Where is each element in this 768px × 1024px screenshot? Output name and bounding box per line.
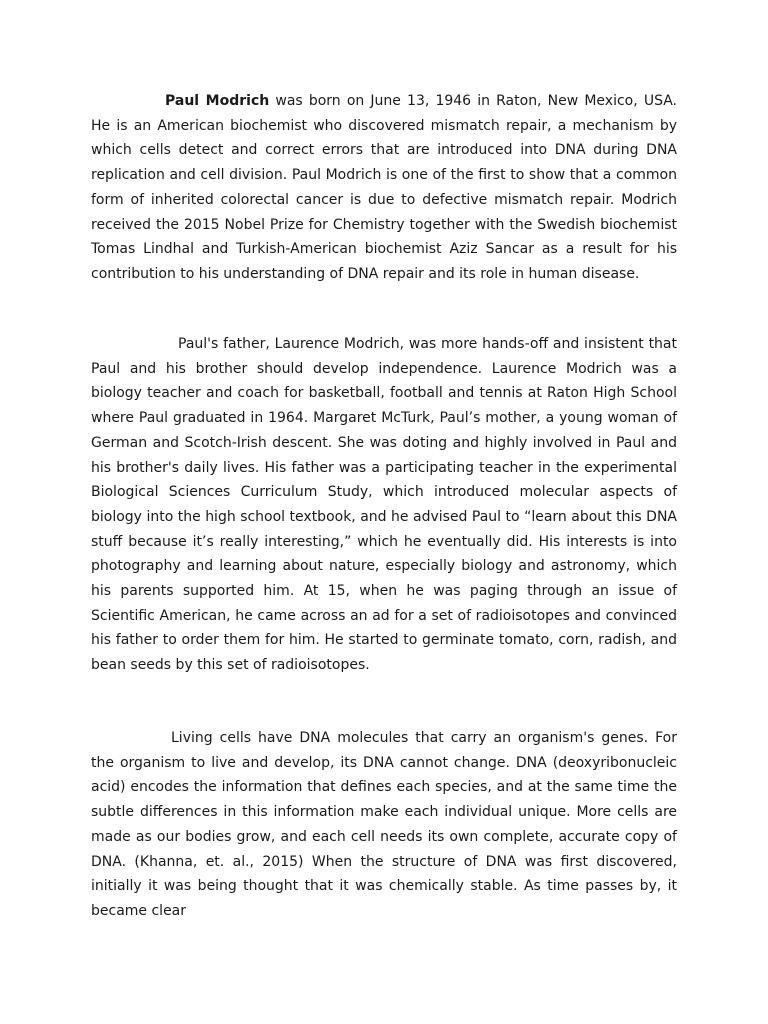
paragraph-dna xyxy=(91,726,677,924)
paragraph-biography xyxy=(91,89,677,287)
paragraph-text: Paul's father, Laurence Modrich, was more hands-off and insistent that Paul and his brother should develop independence. Laurence Modrich was a biology teacher and coach for basketball, football and tennis at Raton High School where Paul graduated in 1964. Margaret McTurk, Paul’s mother, a young woman of German and Scotch-Irish descent. She was doting and highly involved in Paul and his brother's daily lives. His father was a participating teacher in the experimental Biological Sciences Curriculum Study, which introduced molecular aspects of biology into the high school textbook, and he advised Paul to “learn about this DNA stuff because it’s really interesting,” which he eventually did. His interests is into photography and learning about nature, especially biology and astronomy, which his parents supported him. At 15, when he was paging through an issue of Scientific American, he came across an ad for a set of radioisotopes and convinced his father to order them for him. He started to germinate tomato, corn, radish, and bean seeds by this set of radioisotopes. xyxy=(91,336,677,674)
paragraph-family xyxy=(91,332,677,678)
paragraph-text: Living cells have DNA molecules that carry an organism's genes. For the organism to live and develop, its DNA cannot change. DNA (deoxyribonucleic acid) encodes the information that defines each species, and at the same time the subtle differences in this information make each individual unique. More cells are made as our bodies grow, and each cell needs its own complete, accurate copy of DNA. (Khanna, et. al., 2015) When the structure of DNA was first discovered, initially it was being thought that it was chemically stable. As time passes by, it became clear xyxy=(91,730,677,919)
paragraph-lead-name: Paul Modrich xyxy=(165,93,270,109)
paragraph-text: was born on June 13, 1946 in Raton, New Mexico, USA. He is an American biochemist who discovered mismatch repair, a mechanism by which cells detect and correct errors that are introduced into DNA during DNA replication and cell division. Paul Modrich is one of the first to show that a common form of inherited colorectal cancer is due to defective mismatch repair. Modrich received the 2015 Nobel Prize for Chemistry together with the Swedish biochemist Tomas Lindhal and Turkish-American biochemist Aziz Sancar as a result for his contribution to his understanding of DNA repair and its role in human disease. xyxy=(91,93,677,282)
